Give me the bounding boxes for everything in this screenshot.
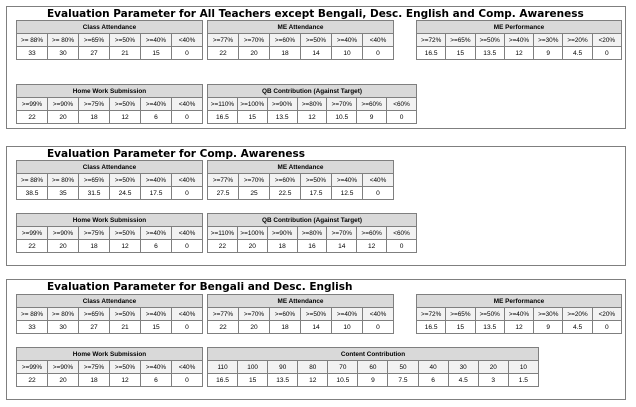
score-cell: 0	[387, 240, 417, 253]
threshold-cell: >=65%	[79, 174, 110, 187]
me-attendance-table	[207, 294, 394, 334]
score-cell: 1.5	[508, 374, 538, 387]
threshold-cell: >= 80%	[48, 34, 79, 47]
threshold-cell: >=50%	[110, 98, 141, 111]
threshold-cell: >=40%	[141, 34, 172, 47]
score-cell: 21	[110, 321, 141, 334]
threshold-cell: >=40%	[504, 34, 533, 47]
table-title: ME Attendance	[208, 295, 394, 308]
threshold-cell: <40%	[172, 174, 203, 187]
section-title: Evaluation Parameter for Comp. Awareness	[47, 148, 305, 160]
threshold-cell: >=110%	[208, 227, 238, 240]
threshold-cell: <40%	[172, 98, 203, 111]
class-attendance-table	[16, 160, 203, 200]
threshold-cell: >=50%	[110, 361, 141, 374]
score-cell: 9	[534, 321, 563, 334]
score-cell: 20	[48, 374, 79, 387]
score-cell: 35	[48, 187, 79, 200]
class-attendance-table	[16, 20, 203, 60]
threshold-cell: >=90%	[267, 98, 297, 111]
score-cell: 20	[239, 321, 270, 334]
threshold-cell: >=70%	[239, 308, 270, 321]
threshold-cell: 50	[388, 361, 418, 374]
score-cell: 4.5	[563, 321, 592, 334]
table-title: Home Work Submission	[17, 214, 203, 227]
threshold-cell: 40	[418, 361, 448, 374]
threshold-cell: >=30%	[534, 308, 563, 321]
table-title: Content Contribution	[208, 348, 539, 361]
threshold-cell: >= 88%	[17, 34, 48, 47]
score-cell: 0	[363, 47, 394, 60]
threshold-cell: 80	[298, 361, 328, 374]
threshold-cell: >=75%	[79, 227, 110, 240]
table-title: QB Contribution (Against Target)	[208, 85, 417, 98]
threshold-cell: >=90%	[48, 227, 79, 240]
table-title: ME Attendance	[208, 21, 394, 34]
score-cell: 33	[17, 47, 48, 60]
threshold-cell: >=65%	[79, 308, 110, 321]
threshold-cell: <40%	[363, 34, 394, 47]
score-cell: 15	[141, 47, 172, 60]
score-cell: 9	[358, 374, 388, 387]
score-cell: 18	[270, 321, 301, 334]
score-cell: 25	[239, 187, 270, 200]
threshold-cell: >=77%	[208, 174, 239, 187]
score-cell: 22	[208, 321, 239, 334]
threshold-cell: >=99%	[17, 98, 48, 111]
threshold-cell: >=40%	[141, 98, 172, 111]
threshold-cell: >=80%	[297, 98, 327, 111]
threshold-cell: >=50%	[110, 227, 141, 240]
threshold-cell: >= 80%	[48, 308, 79, 321]
qb-contribution-table	[207, 213, 417, 253]
score-cell: 20	[48, 240, 79, 253]
threshold-cell: >=60%	[357, 98, 387, 111]
score-cell: 22	[17, 111, 48, 124]
score-cell: 18	[79, 111, 110, 124]
class-attendance-table	[16, 294, 203, 334]
threshold-cell: >=65%	[446, 308, 475, 321]
threshold-cell: <60%	[387, 227, 417, 240]
score-cell: 21	[110, 47, 141, 60]
section-comp-awareness	[6, 146, 626, 266]
me-attendance-table	[207, 160, 394, 200]
score-cell: 12	[357, 240, 387, 253]
score-cell: 20	[237, 240, 267, 253]
score-cell: 14	[327, 240, 357, 253]
score-cell: 3	[478, 374, 508, 387]
threshold-cell: >=60%	[270, 174, 301, 187]
threshold-cell: >=50%	[110, 174, 141, 187]
threshold-cell: >=30%	[534, 34, 563, 47]
threshold-cell: >=40%	[141, 174, 172, 187]
me-attendance-table	[207, 20, 394, 60]
score-cell: 6	[141, 374, 172, 387]
score-cell: 13.5	[267, 111, 297, 124]
threshold-cell: >= 80%	[48, 174, 79, 187]
threshold-cell: >=65%	[446, 34, 475, 47]
score-cell: 17.5	[141, 187, 172, 200]
section-all-teachers	[6, 6, 626, 129]
score-cell: 33	[17, 321, 48, 334]
threshold-cell: >=70%	[239, 174, 270, 187]
score-cell: 22	[17, 374, 48, 387]
threshold-cell: <20%	[592, 34, 621, 47]
score-cell: 18	[79, 240, 110, 253]
score-cell: 12	[504, 321, 533, 334]
score-cell: 22	[208, 47, 239, 60]
score-cell: 0	[592, 47, 621, 60]
score-cell: 15	[237, 111, 267, 124]
threshold-cell: <40%	[172, 227, 203, 240]
score-cell: 12	[297, 111, 327, 124]
score-cell: 0	[172, 321, 203, 334]
score-cell: 0	[363, 321, 394, 334]
threshold-cell: >=40%	[332, 174, 363, 187]
score-cell: 4.5	[563, 47, 592, 60]
threshold-cell: 60	[358, 361, 388, 374]
threshold-cell: >=40%	[504, 308, 533, 321]
threshold-cell: >=80%	[297, 227, 327, 240]
home-work-submission-table	[16, 84, 203, 124]
threshold-cell: 20	[478, 361, 508, 374]
score-cell: 12	[298, 374, 328, 387]
threshold-cell: >=40%	[332, 34, 363, 47]
score-cell: 15	[446, 321, 475, 334]
threshold-cell: >=77%	[208, 34, 239, 47]
score-cell: 10	[332, 321, 363, 334]
score-cell: 27	[79, 47, 110, 60]
table-title: Home Work Submission	[17, 348, 203, 361]
score-cell: 16.5	[417, 321, 446, 334]
score-cell: 9	[534, 47, 563, 60]
home-work-submission-table	[16, 347, 203, 387]
home-work-submission-table	[16, 213, 203, 253]
threshold-cell: 90	[268, 361, 298, 374]
threshold-cell: >=75%	[79, 361, 110, 374]
score-cell: 13.5	[475, 47, 504, 60]
threshold-cell: >=40%	[141, 308, 172, 321]
score-cell: 14	[301, 321, 332, 334]
threshold-cell: <40%	[363, 308, 394, 321]
score-cell: 12.5	[332, 187, 363, 200]
score-cell: 27.5	[208, 187, 239, 200]
score-cell: 0	[592, 321, 621, 334]
score-cell: 22.5	[270, 187, 301, 200]
score-cell: 22	[208, 240, 238, 253]
table-title: QB Contribution (Against Target)	[208, 214, 417, 227]
threshold-cell: >=70%	[327, 227, 357, 240]
threshold-cell: >=50%	[110, 34, 141, 47]
threshold-cell: <40%	[172, 34, 203, 47]
score-cell: 0	[172, 111, 203, 124]
score-cell: 16.5	[208, 111, 238, 124]
threshold-cell: >=90%	[48, 361, 79, 374]
score-cell: 6	[141, 111, 172, 124]
threshold-cell: >=90%	[48, 98, 79, 111]
threshold-cell: >=60%	[270, 308, 301, 321]
threshold-cell: >=50%	[301, 34, 332, 47]
threshold-cell: >=60%	[357, 227, 387, 240]
score-cell: 10	[332, 47, 363, 60]
threshold-cell: >=50%	[110, 308, 141, 321]
score-cell: 16	[297, 240, 327, 253]
score-cell: 24.5	[110, 187, 141, 200]
score-cell: 9	[357, 111, 387, 124]
score-cell: 16.5	[417, 47, 446, 60]
threshold-cell: >=40%	[141, 361, 172, 374]
threshold-cell: >=110%	[208, 98, 238, 111]
score-cell: 18	[270, 47, 301, 60]
threshold-cell: <60%	[387, 98, 417, 111]
threshold-cell: >=20%	[563, 34, 592, 47]
score-cell: 13.5	[475, 321, 504, 334]
score-cell: 0	[172, 374, 203, 387]
threshold-cell: >=50%	[301, 308, 332, 321]
threshold-cell: >=100%	[237, 227, 267, 240]
score-cell: 18	[79, 374, 110, 387]
score-cell: 13.5	[268, 374, 298, 387]
qb-contribution-table	[207, 84, 417, 124]
threshold-cell: >=77%	[208, 308, 239, 321]
threshold-cell: >= 88%	[17, 308, 48, 321]
score-cell: 7.5	[388, 374, 418, 387]
score-cell: 0	[387, 111, 417, 124]
threshold-cell: >=50%	[475, 34, 504, 47]
threshold-cell: >=65%	[79, 34, 110, 47]
threshold-cell: >=50%	[301, 174, 332, 187]
threshold-cell: <40%	[172, 361, 203, 374]
content-contribution-table	[207, 347, 539, 387]
table-title: Home Work Submission	[17, 85, 203, 98]
score-cell: 6	[141, 240, 172, 253]
threshold-cell: <20%	[592, 308, 621, 321]
score-cell: 27	[79, 321, 110, 334]
score-cell: 0	[172, 187, 203, 200]
table-title: ME Attendance	[208, 161, 394, 174]
score-cell: 18	[267, 240, 297, 253]
score-cell: 12	[110, 374, 141, 387]
threshold-cell: >=50%	[475, 308, 504, 321]
me-performance-table	[416, 294, 622, 334]
threshold-cell: >=72%	[417, 308, 446, 321]
score-cell: 16.5	[208, 374, 238, 387]
score-cell: 15	[446, 47, 475, 60]
score-cell: 20	[239, 47, 270, 60]
table-title: Class Attendance	[17, 295, 203, 308]
score-cell: 10.5	[327, 111, 357, 124]
threshold-cell: >=70%	[327, 98, 357, 111]
threshold-cell: >= 88%	[17, 174, 48, 187]
threshold-cell: 10	[508, 361, 538, 374]
threshold-cell: >=40%	[332, 308, 363, 321]
table-title: Class Attendance	[17, 21, 203, 34]
table-title: Class Attendance	[17, 161, 203, 174]
score-cell: 10.5	[328, 374, 358, 387]
threshold-cell: 70	[328, 361, 358, 374]
threshold-cell: >=20%	[563, 308, 592, 321]
score-cell: 38.5	[17, 187, 48, 200]
score-cell: 12	[110, 240, 141, 253]
table-title: ME Performance	[417, 295, 622, 308]
score-cell: 4.5	[448, 374, 478, 387]
threshold-cell: >=99%	[17, 227, 48, 240]
score-cell: 12	[110, 111, 141, 124]
score-cell: 0	[172, 240, 203, 253]
score-cell: 20	[48, 111, 79, 124]
threshold-cell: >=100%	[237, 98, 267, 111]
table-title: ME Performance	[417, 21, 622, 34]
score-cell: 14	[301, 47, 332, 60]
score-cell: 17.5	[301, 187, 332, 200]
threshold-cell: >=72%	[417, 34, 446, 47]
section-title: Evaluation Parameter for All Teachers except Bengali, Desc. English and Comp. Awareness	[47, 8, 584, 20]
threshold-cell: 30	[448, 361, 478, 374]
threshold-cell: >=90%	[267, 227, 297, 240]
threshold-cell: <40%	[172, 308, 203, 321]
score-cell: 15	[238, 374, 268, 387]
section-title: Evaluation Parameter for Bengali and Desc. English	[47, 281, 353, 293]
score-cell: 0	[172, 47, 203, 60]
threshold-cell: >=75%	[79, 98, 110, 111]
score-cell: 30	[48, 321, 79, 334]
threshold-cell: >=70%	[239, 34, 270, 47]
score-cell: 22	[17, 240, 48, 253]
score-cell: 6	[418, 374, 448, 387]
score-cell: 30	[48, 47, 79, 60]
threshold-cell: <40%	[363, 174, 394, 187]
me-performance-table	[416, 20, 622, 60]
score-cell: 0	[363, 187, 394, 200]
score-cell: 15	[141, 321, 172, 334]
threshold-cell: >=99%	[17, 361, 48, 374]
score-cell: 31.5	[79, 187, 110, 200]
threshold-cell: 100	[238, 361, 268, 374]
score-cell: 12	[504, 47, 533, 60]
section-bengali-desc-english	[6, 279, 626, 400]
threshold-cell: 110	[208, 361, 238, 374]
threshold-cell: >=40%	[141, 227, 172, 240]
threshold-cell: >=60%	[270, 34, 301, 47]
